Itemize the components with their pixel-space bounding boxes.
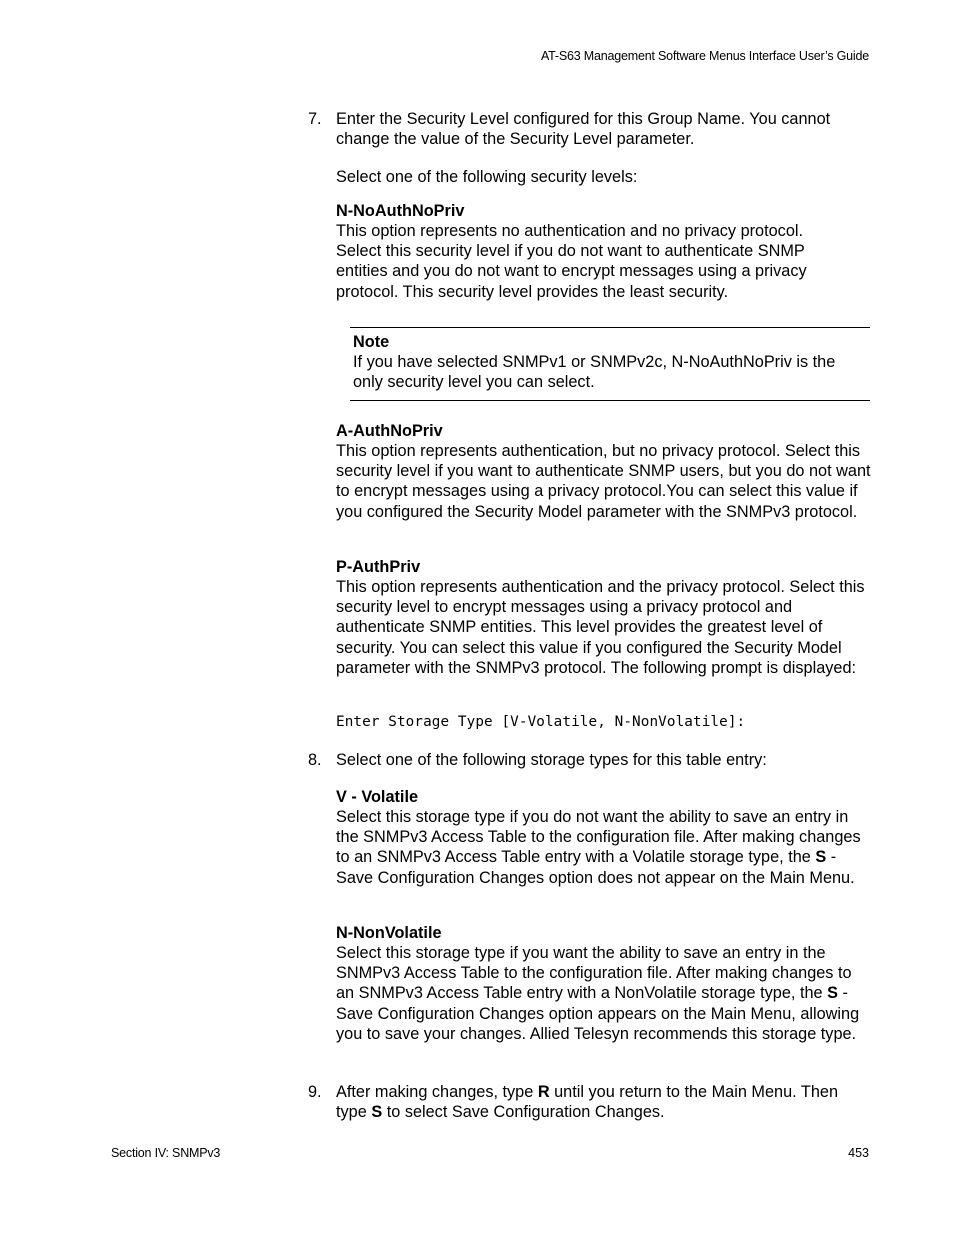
option-title-volatile: V - Volatile — [336, 788, 419, 806]
storage-type-prompt: Enter Storage Type [V-Volatile, N-NonVolatile]: — [336, 714, 746, 730]
option-text-nonauthnopriv: This option represents no authentication and no privacy protocol. Select this security level if you do not want to authenticate SNMP entities and you do not want to encrypt messages using a privacy protocol. This security level provides the least security. — [336, 222, 807, 301]
step-8-text: Select one of the following storage types for this table entry: — [336, 751, 767, 769]
option-text-authpriv: This option represents authentication and the privacy protocol. Select this security level to encrypt messages using a privacy protocol and authenticate SNMP entities. This level provides the greatest level of security. You can select this value if you configured the Security Model parameter with the SNMPv3 protocol. The following prompt is displayed: — [336, 578, 865, 677]
step-7-text: Enter the Security Level configured for this Group Name. You cannot change the value of the Security Level parameter. — [336, 110, 831, 149]
page-number: 453 — [848, 1146, 869, 1160]
step-7-intro: Select one of the following security levels: — [336, 168, 638, 186]
option-text-volatile: Select this storage type if you do not want the ability to save an entry in the SNMPv3 Access Table to the configuration file. After making changes to an SNMPv3 Access Table entry with a Volatile storage type, the S - Save Configuration Changes option does not appear on the Main Menu. — [336, 808, 861, 887]
step-9-text: After making changes, type R until you return to the Main Menu. Then type S to select Save Configuration Changes. — [336, 1083, 838, 1122]
option-title-nonvolatile: N-NonVolatile — [336, 924, 442, 942]
option-title-authnopriv: A-AuthNoPriv — [336, 422, 443, 440]
step-7-number: 7. — [308, 110, 322, 128]
running-header: AT-S63 Management Software Menus Interface User’s Guide — [540, 49, 869, 63]
key-s: S — [815, 848, 827, 867]
key-s: S — [827, 984, 838, 1003]
note-box — [350, 327, 870, 401]
option-title-authpriv: P-AuthPriv — [336, 558, 421, 576]
footer-section: Section IV: SNMPv3 — [111, 1146, 221, 1160]
step-8-number: 8. — [308, 751, 322, 769]
step-9-number: 9. — [308, 1083, 322, 1101]
note-text: If you have selected SNMPv1 or SNMPv2c, N-NoAuthNoPriv is the only security level you can select. — [353, 353, 836, 392]
key-r: R — [537, 1083, 550, 1101]
option-title-nonauthnopriv: N-NoAuthNoPriv — [336, 202, 465, 220]
note-title: Note — [353, 333, 390, 351]
option-text-authnopriv: This option represents authentication, but no privacy protocol. Select this security level if you want to authenticate SNMP users, but you do not want to encrypt messages using a privacy protocol.You can select this value if you configured the Security Model parameter with the SNMPv3 protocol. — [336, 442, 871, 521]
key-s: S — [371, 1103, 383, 1122]
option-text-nonvolatile: Select this storage type if you want the ability to save an entry in the SNMPv3 Access Table to the configuration file. After making changes to an SNMPv3 Access Table entry with a NonVolatile storage type, the S - Save Configuration Changes option appears on the Main Menu, allowing you to save your changes. Allied Telesyn recommends this storage type. — [336, 944, 860, 1043]
